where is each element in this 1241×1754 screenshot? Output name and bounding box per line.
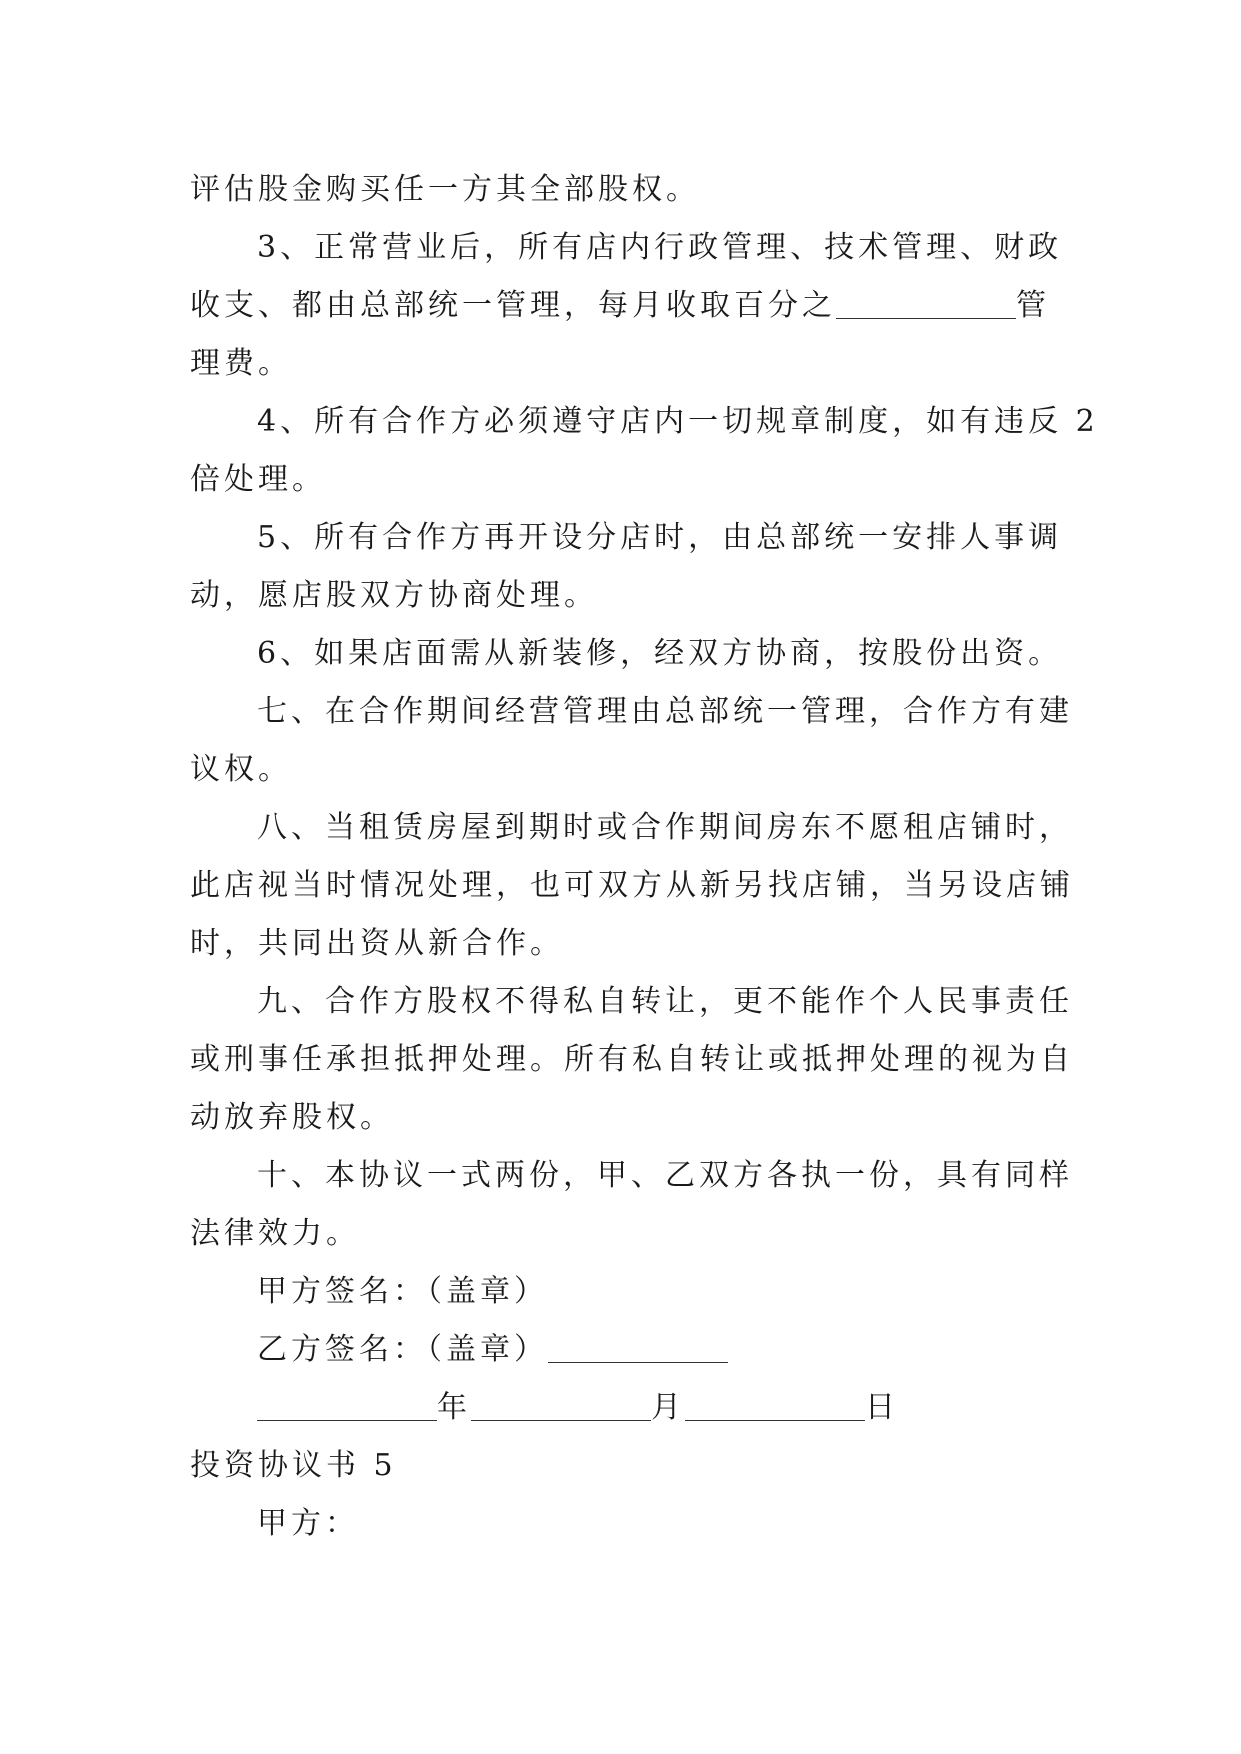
clause-5	[0, 518, 1241, 558]
text-line	[0, 344, 1241, 384]
text-segment: 投资协议书 5	[190, 1448, 397, 1483]
text-line	[0, 924, 1241, 964]
text-segment: 甲方：	[257, 1506, 359, 1541]
clause-6	[0, 634, 1241, 674]
text-line	[0, 576, 1241, 616]
text-segment: 十、本协议一式两份，甲、乙双方各执一份，具有同样	[257, 1158, 1073, 1193]
fill-in-blank[interactable]	[685, 1390, 865, 1421]
party-a-signature	[0, 1272, 1241, 1312]
text-line	[0, 286, 1241, 326]
clause-9	[0, 982, 1241, 1022]
text-segment: 月	[651, 1390, 685, 1425]
clause-3	[0, 228, 1241, 268]
text-line	[0, 1214, 1241, 1254]
date-line	[0, 1388, 1241, 1428]
section-title	[0, 1446, 1241, 1486]
text-segment: 动，愿店股双方协商处理。	[190, 578, 598, 613]
clause-10	[0, 1156, 1241, 1196]
text-segment: 4、所有合作方必须遵守店内一切规章制度，如有违反 2	[257, 404, 1099, 439]
party-a-label	[0, 1504, 1241, 1544]
text-segment: 此店视当时情况处理，也可双方从新另找店铺，当另设店铺	[190, 868, 1074, 903]
text-line	[0, 170, 1241, 210]
text-segment: 七、在合作期间经营管理由总部统一管理，合作方有建	[257, 694, 1073, 729]
text-segment: 年	[437, 1390, 471, 1425]
text-segment: 甲方签名：（盖章）	[257, 1274, 548, 1309]
clause-8	[0, 808, 1241, 848]
text-segment: 乙方签名：（盖章）	[257, 1332, 548, 1367]
fill-in-blank[interactable]	[471, 1390, 651, 1421]
text-line	[0, 1040, 1241, 1080]
text-segment: 九、合作方股权不得私自转让，更不能作个人民事责任	[257, 984, 1073, 1019]
text-segment: 时，共同出资从新合作。	[190, 926, 564, 961]
text-segment: 6、如果店面需从新装修，经双方协商，按股份出资。	[257, 636, 1063, 671]
text-segment: 日	[865, 1390, 899, 1425]
fill-in-blank[interactable]	[836, 288, 1016, 319]
fill-in-blank[interactable]	[548, 1332, 728, 1363]
text-segment: 5、所有合作方再开设分店时，由总部统一安排人事调	[257, 520, 1063, 555]
text-line	[0, 866, 1241, 906]
fill-in-blank[interactable]	[257, 1390, 437, 1421]
text-line	[0, 460, 1241, 500]
text-line	[0, 750, 1241, 790]
text-segment: 评估股金购买任一方其全部股权。	[190, 172, 700, 207]
clause-4	[0, 402, 1241, 442]
text-segment: 法律效力。	[190, 1216, 360, 1251]
text-segment: 倍处理。	[190, 462, 326, 497]
text-segment: 或刑事任承担抵押处理。所有私自转让或抵押处理的视为自	[190, 1042, 1074, 1077]
text-line	[0, 1098, 1241, 1138]
text-segment: 理费。	[190, 346, 292, 381]
party-b-signature	[0, 1330, 1241, 1370]
clause-7	[0, 692, 1241, 732]
text-segment: 议权。	[190, 752, 292, 787]
text-segment: 八、当租赁房屋到期时或合作期间房东不愿租店铺时，	[257, 810, 1073, 845]
text-segment: 3、正常营业后，所有店内行政管理、技术管理、财政	[257, 230, 1063, 265]
text-segment: 动放弃股权。	[190, 1100, 394, 1135]
text-segment: 收支、都由总部统一管理，每月收取百分之	[190, 288, 836, 323]
text-segment: 管	[1016, 288, 1050, 323]
